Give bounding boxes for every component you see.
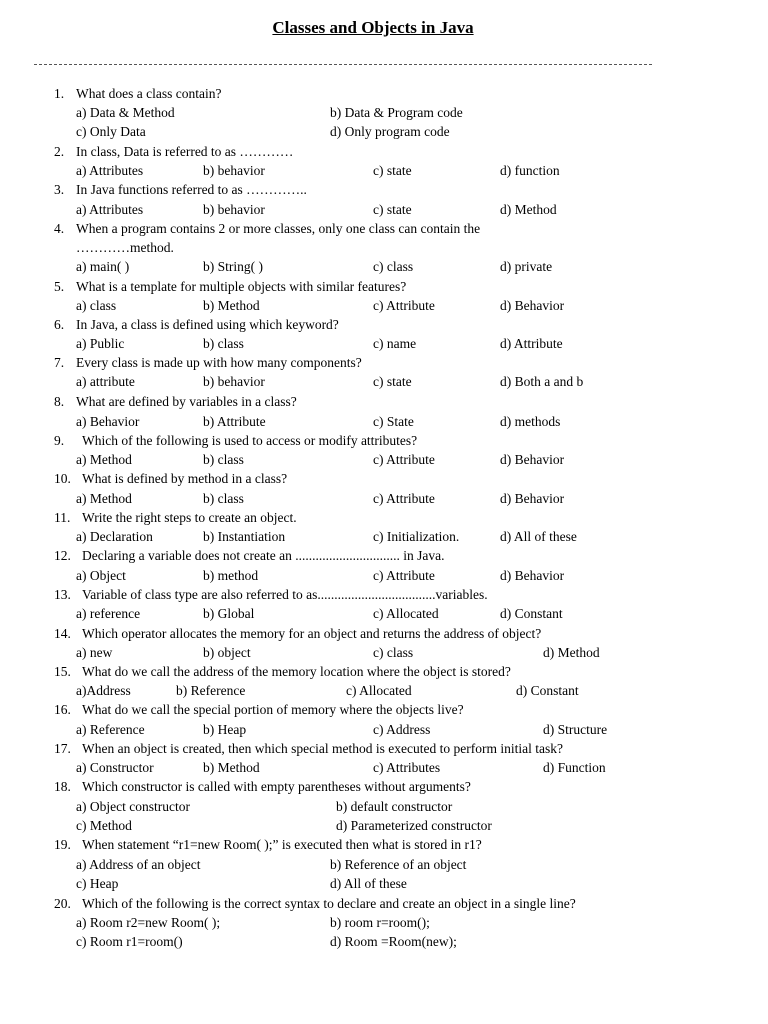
answer-option: b) class [203,336,244,351]
answer-option: c) Attribute [373,452,435,467]
answer-option: b) Data & Program code [330,105,463,120]
answer-option: b) Attribute [203,414,266,429]
question-number: 4. [54,221,65,236]
question-text: Every class is made up with how many components? [76,355,362,370]
dashed-divider [34,64,652,65]
answer-option: d) Structure [543,722,608,737]
answer-option: b) String( ) [203,259,263,274]
answer-option: b) behavior [203,202,265,217]
answer-option: d) Behavior [500,452,565,467]
question-number: 1. [54,86,65,101]
question-number: 13. [54,587,71,602]
answer-option: d) Behavior [500,298,565,313]
answer-option: c) Heap [76,876,119,891]
answer-option: d) Room =Room(new); [330,934,457,949]
question-number: 8. [54,394,65,409]
answer-option: a) new [76,645,113,660]
answer-option: a) class [76,298,117,313]
question-number: 3. [54,182,65,197]
answer-option: b) room r=room(); [330,915,430,930]
question-number: 15. [54,664,71,679]
question-text: What is a template for multiple objects with similar features? [76,279,407,294]
answer-option: d) private [500,259,553,274]
answer-option: d) Method [500,202,557,217]
answer-option: b) Global [203,606,255,621]
answer-option: b) method [203,568,259,583]
answer-option: b) Method [203,298,260,313]
question-number: 20. [54,896,71,911]
question-number: 18. [54,779,71,794]
question-number: 17. [54,741,71,756]
question-text: In Java functions referred to as ………….. [76,182,307,197]
answer-option: a) Declaration [76,529,153,544]
question-number: 19. [54,837,71,852]
question-number: 16. [54,702,71,717]
answer-option: b) behavior [203,374,265,389]
answer-option: d) Behavior [500,491,565,506]
answer-option: d) Parameterized constructor [336,818,492,833]
answer-option: c) Method [76,818,132,833]
answer-option: c) Attributes [373,760,441,775]
answer-option: a) Method [76,491,132,506]
answer-option: d) Method [543,645,600,660]
answer-option: c) Only Data [76,124,146,139]
answer-option: a) Constructor [76,760,154,775]
answer-option: b) object [203,645,251,660]
answer-option: a) Room r2=new Room( ); [76,915,221,930]
question-text: Write the right steps to create an object. [82,510,297,525]
answer-option: b) Reference [176,683,246,698]
answer-option: d) Only program code [330,124,450,139]
question-text: When an object is created, then which special method is executed to perform initial task? [82,741,563,756]
page-title: Classes and Objects in Java [272,18,474,37]
answer-option: d) Attribute [500,336,563,351]
answer-option: b) Heap [203,722,247,737]
answer-option: c) class [373,645,414,660]
answer-option: a) Attributes [76,163,144,178]
question-text: What does a class contain? [76,86,222,101]
answer-option: c) Room r1=room() [76,934,183,949]
answer-option: a)Address [76,683,131,698]
answer-option: d) All of these [500,529,577,544]
question-number: 5. [54,279,65,294]
answer-option: d) function [500,163,560,178]
answer-option: b) Method [203,760,260,775]
question-number: 11. [54,510,71,525]
answer-option: d) Constant [516,683,579,698]
answer-option: d) Constant [500,606,563,621]
question-text: Which operator allocates the memory for an object and returns the address of object? [82,626,542,641]
question-text: What are defined by variables in a class? [76,394,297,409]
answer-option: a) Public [76,336,125,351]
question-text: Which of the following is the correct syntax to declare and create an object in a single line? [82,896,576,911]
question-number: 10. [54,471,71,486]
answer-option: c) State [373,414,414,429]
question-text: What do we call the special portion of memory where the objects live? [82,702,464,717]
question-text: Which of the following is used to access or modify attributes? [82,433,418,448]
question-number: 12. [54,548,71,563]
answer-option: a) Behavior [76,414,140,429]
answer-option: c) Attribute [373,568,435,583]
question-text: What do we call the address of the memory location where the object is stored? [82,664,511,679]
answer-option: b) class [203,491,244,506]
answer-option: c) name [373,336,417,351]
answer-option: b) Instantiation [203,529,286,544]
answer-option: c) Allocated [373,606,439,621]
answer-option: c) state [373,374,412,389]
answer-option: d) Both a and b [500,374,584,389]
answer-option: d) Behavior [500,568,565,583]
answer-option: b) behavior [203,163,265,178]
answer-option: c) Attribute [373,298,435,313]
question-text: What is defined by method in a class? [82,471,288,486]
question-text: Variable of class type are also referred to as...................................variables. [82,587,488,602]
question-text-line2: …………method. [76,240,174,255]
question-text: Declaring a variable does not create an ............................... in Java. [82,548,445,563]
answer-option: a) attribute [76,374,135,389]
question-number: 7. [54,355,65,370]
answer-option: c) Attribute [373,491,435,506]
answer-option: b) default constructor [336,799,453,814]
question-text: When a program contains 2 or more classes, only one class can contain the [76,221,481,236]
answer-option: a) Data & Method [76,105,175,120]
answer-option: c) class [373,259,414,274]
question-number: 6. [54,317,65,332]
question-text: When statement “r1=new Room( );” is executed then what is stored in r1? [82,837,482,852]
answer-option: b) Reference of an object [330,857,467,872]
answer-option: d) methods [500,414,561,429]
question-number: 14. [54,626,71,641]
question-number: 2. [54,144,65,159]
question-number: 9. [54,433,65,448]
question-text: In class, Data is referred to as ………… [76,144,294,159]
answer-option: d) All of these [330,876,407,891]
answer-option: a) Attributes [76,202,144,217]
answer-option: c) Address [373,722,431,737]
answer-option: a) Object [76,568,126,583]
answer-option: b) class [203,452,244,467]
answer-option: a) Object constructor [76,799,190,814]
answer-option: a) reference [76,606,141,621]
answer-option: c) Allocated [346,683,412,698]
question-text: Which constructor is called with empty parentheses without arguments? [82,779,471,794]
question-text: In Java, a class is defined using which keyword? [76,317,339,332]
answer-option: a) Reference [76,722,145,737]
answer-option: a) main( ) [76,259,130,274]
answer-option: c) state [373,163,412,178]
answer-option: a) Address of an object [76,857,201,872]
answer-option: a) Method [76,452,132,467]
answer-option: c) Initialization. [373,529,460,544]
answer-option: c) state [373,202,412,217]
answer-option: d) Function [543,760,606,775]
